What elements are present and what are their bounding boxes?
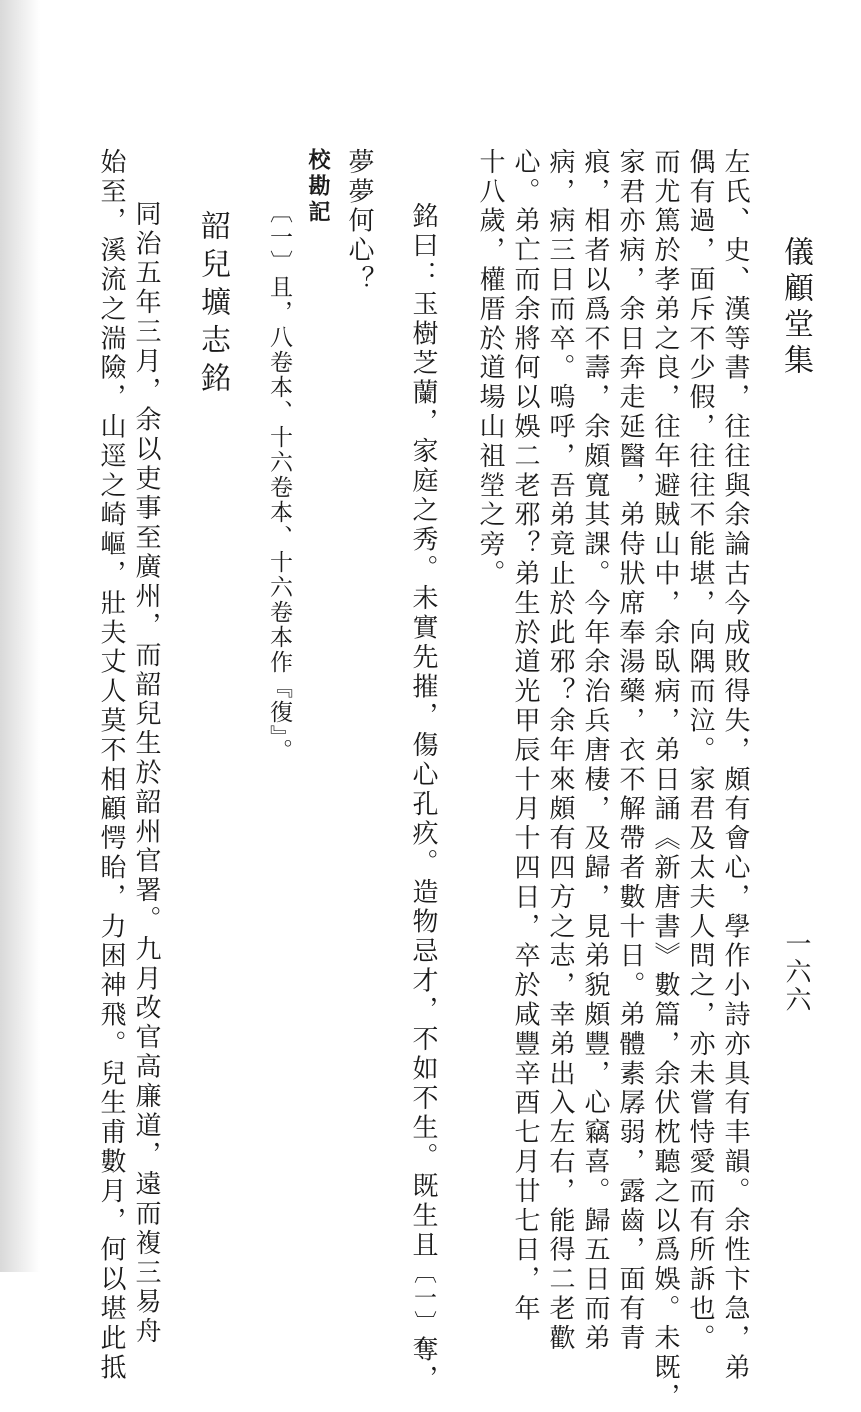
inscription-text: 銘曰：玉樹芝蘭，家庭之秀。未實先摧，傷心孔疚。造物忌才，不如不生。既生且 <box>408 202 438 1261</box>
body-column-8: 十八歲，權厝於道場山祖塋之旁。 <box>475 148 505 589</box>
inscription-line-1 <box>410 202 436 1394</box>
body-column-6: 病，病三日而卒。嗚呼，吾弟竟止於此邪？余年來頗有四方之志，幸弟出入左右，能得二老歡 <box>545 148 575 1354</box>
body-column-2: 偶有過，面斥不少假，往往不能堪，向隅而泣。家君及太夫人問之，亦未嘗恃愛而有所訴也。 <box>685 148 715 1354</box>
collation-heading: 校勘記 <box>305 148 331 226</box>
collation-note-marker: 〔一〕 <box>410 1260 436 1336</box>
page-edge-shadow <box>0 0 40 1272</box>
inscription-line-2: 夢夢何心？ <box>344 148 374 295</box>
page-number: 一六六 <box>781 930 811 1014</box>
running-title: 儀顧堂集 <box>778 236 813 380</box>
inscription-text-end: 奪， <box>408 1335 438 1395</box>
body-column-7: 心。弟亡而余將何以娛二老邪？弟生於道光甲辰十月十四日，卒於咸豐辛酉七月廿七日，年 <box>510 148 540 1324</box>
section-title: 韶兒壙志銘 <box>195 210 230 400</box>
body-column-1: 左氏、史、漢等書，往往與余論古今成敗得失，頗有會心，學作小詩亦具有丰韻。余性卞急，弟 <box>720 148 750 1383</box>
next-body-column-2: 始至，溪流之湍險，山逕之崎嶇，壯夫丈人莫不相顧愕眙，力困神飛。兒生甫數月，何以堪此抵 <box>96 148 126 1383</box>
body-column-4: 家君亦病，余日奔走延醫，弟侍狀席奉湯藥，衣不解帶者數十日。弟體素孱弱，露齒，面有青 <box>615 148 645 1354</box>
collation-note: 〔一〕且，八卷本、十六卷本、十六卷本作『復』。 <box>266 200 292 764</box>
body-column-5: 痕，相者以爲不壽，余頗寬其課。今年余治兵唐棲，及歸，見弟貌頗豐，心竊喜。歸五日而弟 <box>580 148 610 1354</box>
next-body-column-1: 同治五年三月，余以吏事至廣州，而韶兒生於韶州官署。九月改官高廉道，遠而複三易舟 <box>131 200 161 1347</box>
body-column-3: 而尤篤於孝弟之良，往年避賊山中，余臥病，弟日誦《新唐書》數篇，余伏枕聽之以爲娛。未既， <box>650 148 680 1412</box>
